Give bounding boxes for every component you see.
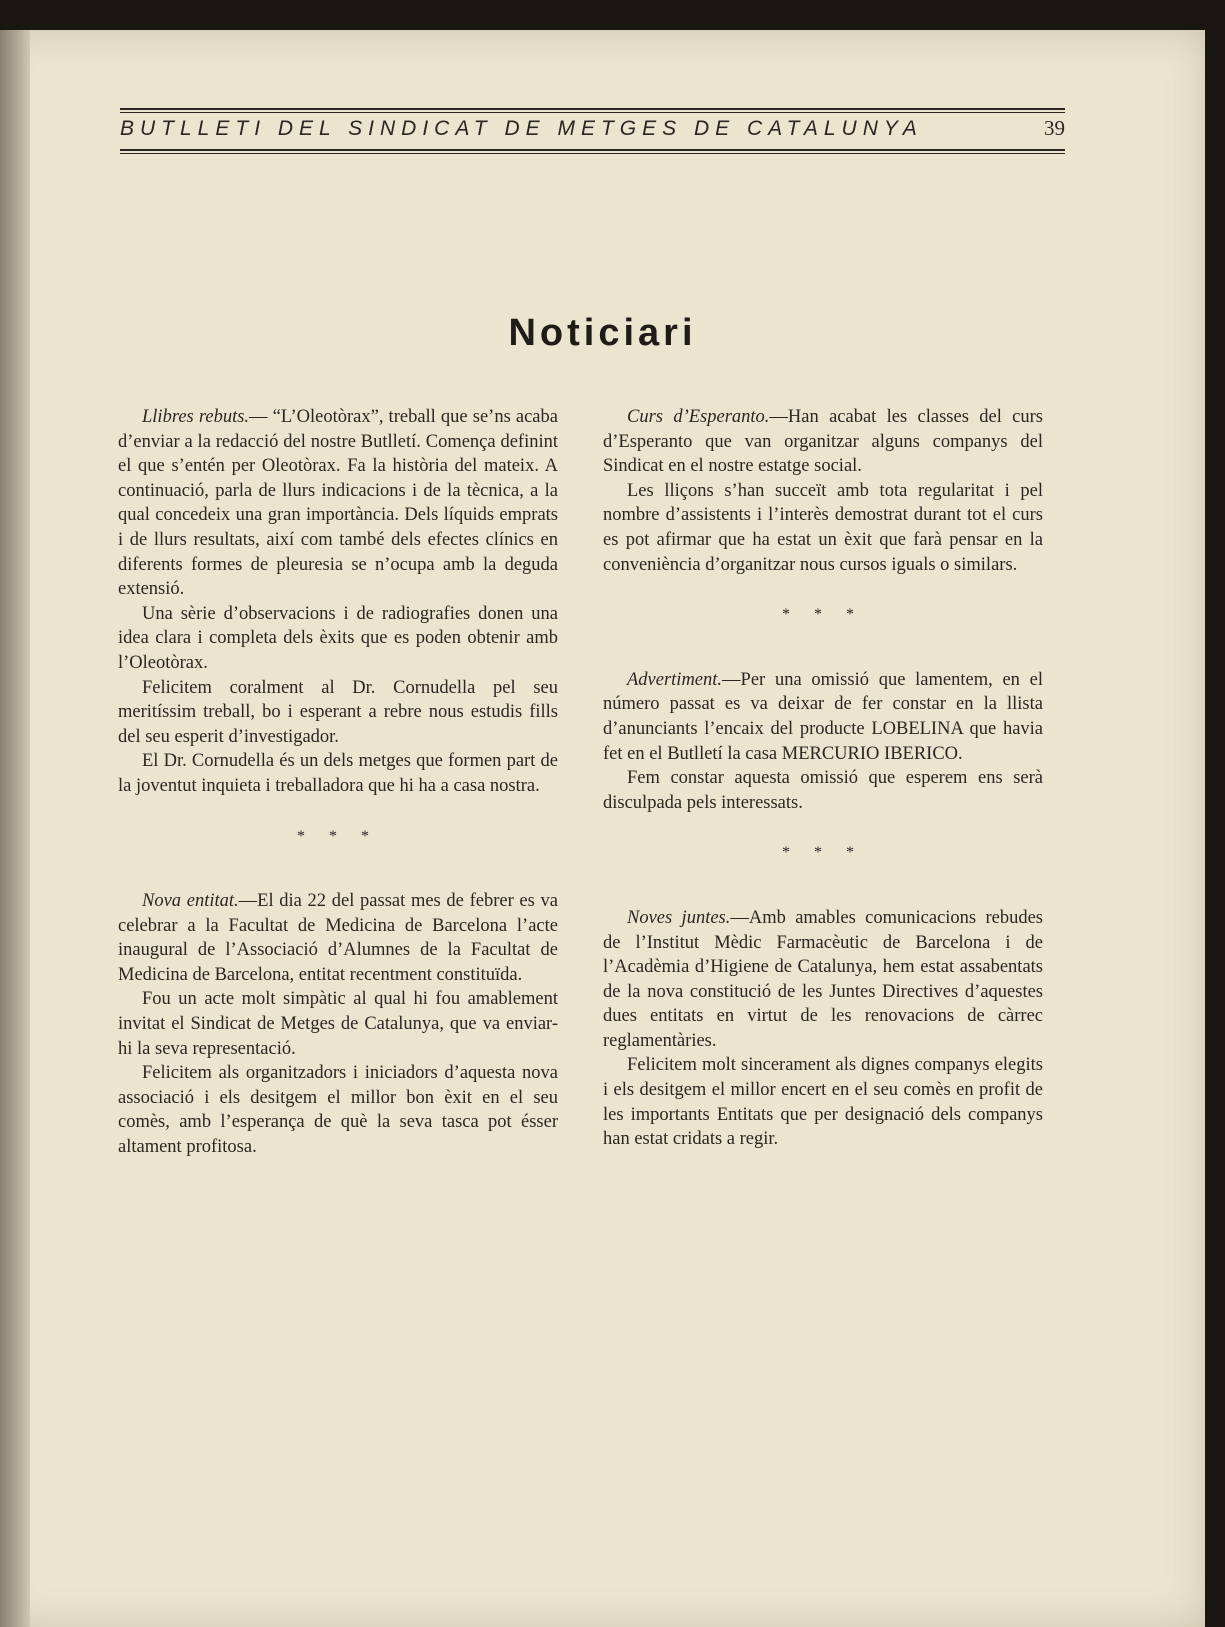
article-paragraph: —Per una omissió que lamentem, en el número passat es va deixar de fer constar en la llista d’anunciants l’encaix del producte LOBELINA que havia fet en el Butlletí la casa MERCURIO IBERICO. [603, 669, 1043, 764]
article-paragraph: Fou un acte molt simpàtic al qual hi fou amablement invitat el Sindicat de Metges de Catalunya, que va enviar-hi la seva representació. [118, 989, 558, 1059]
section-divider-stars: * * * [297, 827, 379, 845]
header-bottom-rule [120, 149, 1065, 151]
article-paragraph: Felicitem molt sincerament als dignes companys elegits i els desitgem el millor encert en el seu comès en profit de les importants Entitats que per designació dels companys han estat cridats a regir. [603, 1055, 1043, 1150]
running-header [120, 108, 1065, 156]
article-heading: Nova entitat. [142, 891, 239, 912]
article-noves-juntes [603, 906, 1043, 1152]
journal-title: BUTLLETI DEL SINDICAT DE METGES DE CATALUNYA [120, 117, 923, 140]
article-paragraph: Les lliçons s’han succeït amb tota regularitat i pel nombre d’assistents i l’interès demostrat durant tot el curs es pot afirmar que ha estat un èxit que farà pensar en la conveniència d’organitzar nous cursos iguals o similars. [603, 480, 1043, 575]
section-divider-stars: * * * [782, 606, 864, 624]
article-paragraph: —Han acabat les classes del curs d’Esperanto que van organitzar alguns companys del Sindicat en el nostre estatge social. [603, 407, 1044, 477]
article-heading: Llibres rebuts. [142, 407, 250, 427]
article-paragraph: —Amb amables comunicacions rebudes de l’Institut Mèdic Farmacèutic de Barcelona i de l’Acadèmia d’Higiene de Catalunya, hem estat assabentats de la nova constitució de les Juntes Directives d’aquestes dues entitats en virtut de les renovacions de càrrec reglamentàries. [603, 907, 1044, 1051]
article-paragraph: — “L’Oleotòrax”, treball que se’ns acaba d’enviar a la redacció del nostre Butlletí. Comença definint el que s’entén per Oleotòrax. Fa la història del mateix. A continuació, parla de llurs indicacions i de la tècnica, a la qual concedeix una gran importància. Dels líquids emprats i de llurs resultats, així com també dels efectes clínics en diferents formes de pleuresia se n’ocupa amb la deguda extensió. [118, 407, 558, 600]
header-row [120, 116, 1065, 141]
article-curs-esperanto [603, 405, 1043, 577]
page-number: 39 [1044, 116, 1065, 140]
article-heading: Curs d’Esperanto. [627, 407, 770, 427]
section-divider-stars: * * * [782, 844, 864, 862]
right-column [603, 405, 1043, 1152]
article-nova-entitat [118, 889, 558, 1160]
article-heading: Noves juntes. [627, 907, 731, 928]
article-paragraph: Una sèrie d’observacions i de radiografies donen una idea clara i completa dels èxits que es poden obtenir amb l’Oleotòrax. [118, 603, 558, 673]
article-heading: Advertiment. [627, 669, 723, 690]
section-title: Noticiari [508, 312, 697, 354]
header-top-rule-thin [120, 112, 1065, 113]
left-column [118, 405, 558, 1160]
article-paragraph: —El dia 22 del passat mes de febrer es va celebrar a la Facultat de Medicina de Barcelona l’acte inaugural de l’Associació d’Alumnes de la Facultat de Medicina de Barcelona, entitat recentment constituïda. [118, 891, 558, 985]
header-bottom-rule-thin [120, 153, 1065, 154]
article-paragraph: Fem constar aquesta omissió que esperem ens serà disculpada pels interessats. [603, 768, 1043, 813]
header-top-rule [120, 108, 1065, 110]
article-paragraph: Felicitem coralment al Dr. Cornudella pel seu meritíssim treball, bo i esperant a rebre nous estudis fills del seu esperit d’investigador. [118, 677, 558, 747]
article-llibres-rebuts [118, 405, 558, 799]
binding-gutter [0, 30, 30, 1627]
article-advertiment [603, 668, 1043, 816]
article-paragraph: El Dr. Cornudella és un dels metges que formen part de la joventut inquieta i treballadora que hi ha a casa nostra. [118, 751, 558, 796]
article-paragraph: Felicitem als organitzadors i iniciadors d’aquesta nova associació i els desitgem el millor bon èxit en el seu comès, amb l’esperança de què la seva tasca pot ésser altament profitosa. [118, 1063, 558, 1158]
